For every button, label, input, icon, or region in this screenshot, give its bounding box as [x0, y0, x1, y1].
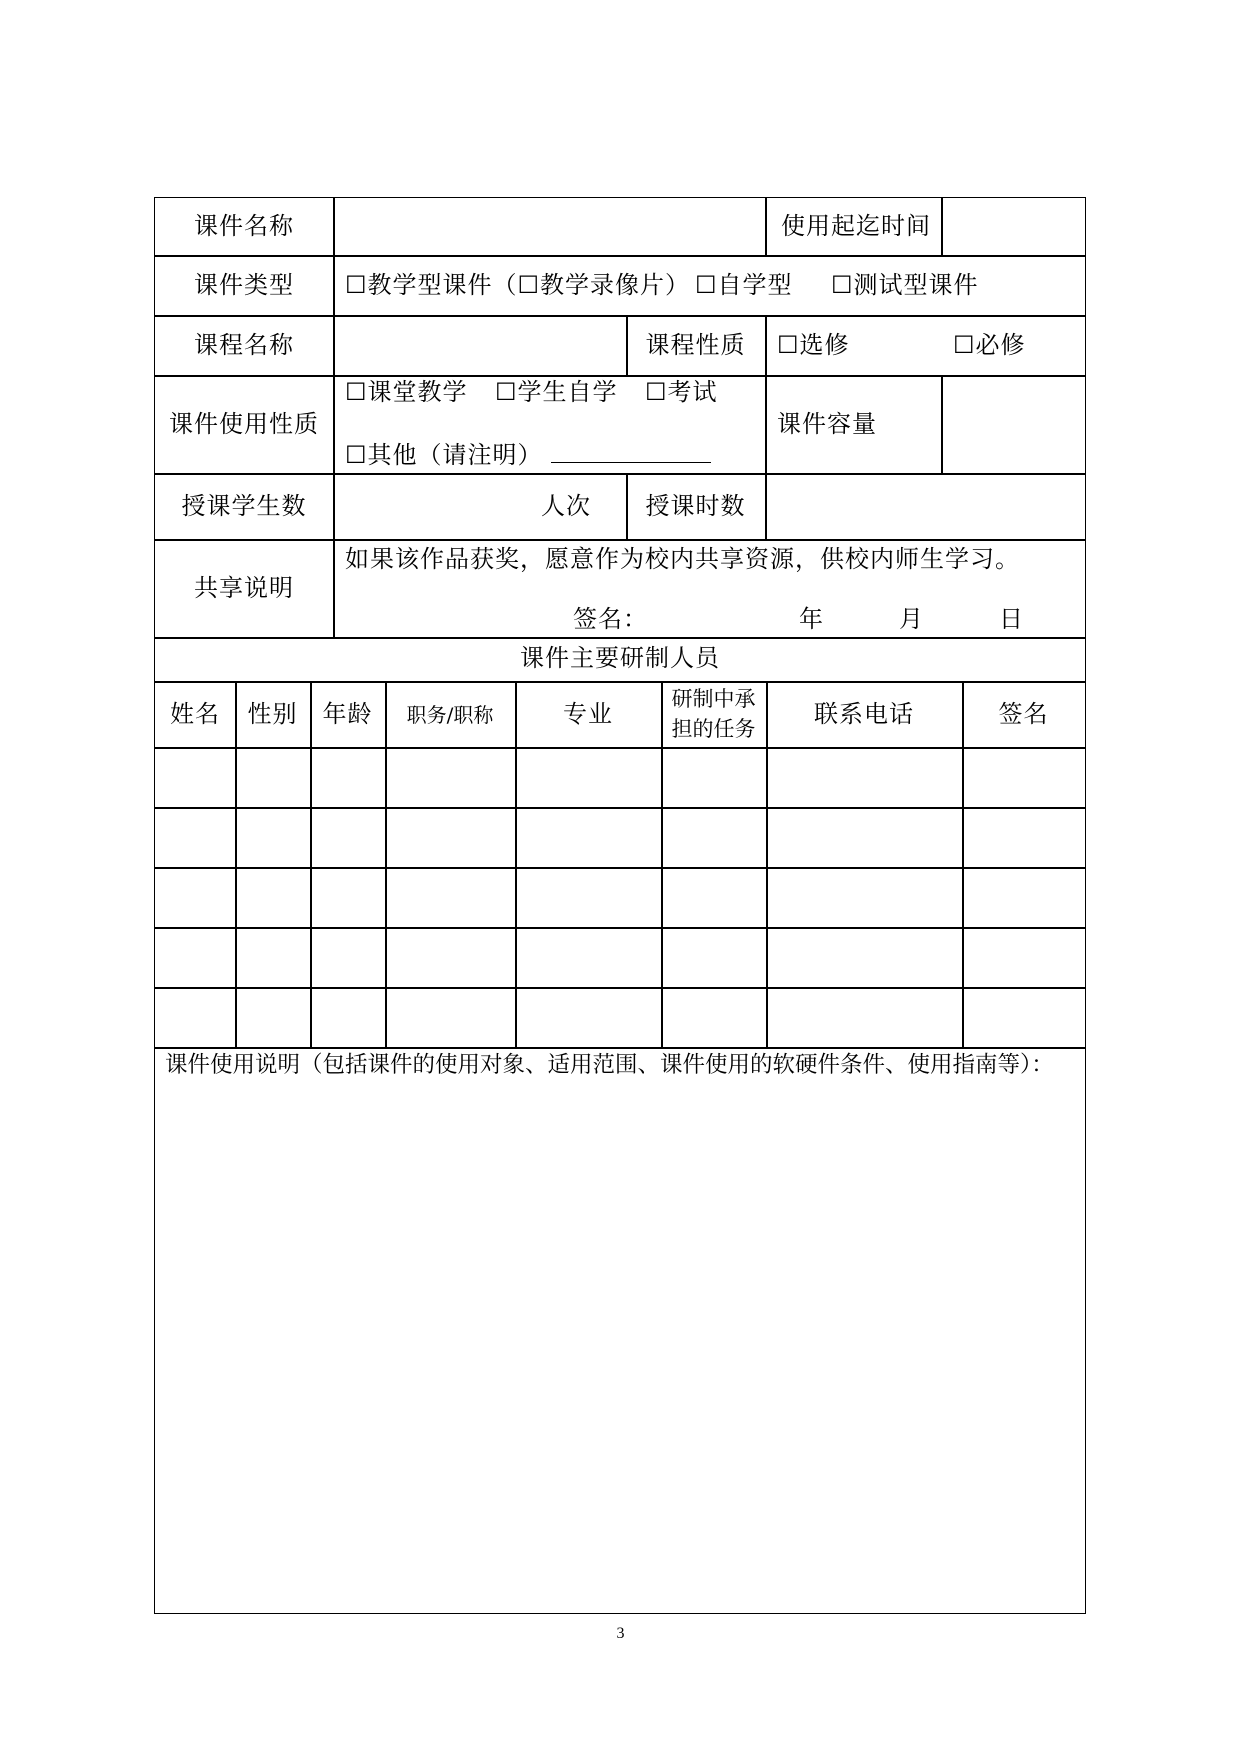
day-label: 日	[999, 605, 1024, 633]
header-role-line1: 研制中承	[671, 687, 756, 711]
col-divider	[766, 681, 768, 1047]
col-divider	[941, 375, 943, 473]
students-label: 授课学生数	[181, 492, 307, 520]
header-role-line2: 担的任务	[671, 717, 756, 741]
col-divider	[235, 681, 237, 1047]
row-divider	[155, 807, 1085, 809]
page-number: 3	[616, 1625, 625, 1642]
course-nature-label: 课程性质	[645, 331, 746, 359]
usage-nature-label: 课件使用性质	[169, 410, 319, 438]
header-signature: 签名	[998, 700, 1049, 728]
type-option-teaching[interactable]: ☐教学型课件（☐教学录像片）	[345, 271, 691, 299]
nature-option-elective[interactable]: ☐选修	[777, 331, 850, 359]
course-name-label: 课程名称	[194, 331, 294, 359]
header-phone: 联系电话	[814, 700, 914, 728]
usage-option-exam[interactable]: ☐考试	[645, 378, 718, 406]
type-option-test[interactable]: ☐测试型课件	[831, 271, 979, 299]
row-divider	[155, 987, 1085, 989]
sharing-statement: 如果该作品获奖，愿意作为校内共享资源，供校内师生学习。	[345, 545, 1020, 573]
col-divider	[765, 375, 767, 473]
year-label: 年	[799, 605, 824, 633]
header-major: 专业	[563, 700, 613, 728]
col-divider	[333, 198, 335, 637]
header-name: 姓名	[170, 700, 220, 728]
application-form	[154, 197, 1086, 1614]
courseware-name-label: 课件名称	[194, 212, 294, 240]
usage-period-label: 使用起迄时间	[781, 212, 931, 240]
row-divider	[155, 637, 1085, 639]
row-divider	[155, 255, 1085, 257]
usage-option-classroom[interactable]: ☐课堂教学	[345, 378, 468, 406]
col-divider	[385, 681, 387, 1047]
row-divider	[155, 473, 1085, 475]
other-blank-line	[551, 442, 711, 463]
row-divider	[155, 375, 1085, 377]
sharing-label: 共享说明	[194, 574, 294, 602]
col-divider	[765, 315, 767, 375]
col-divider	[941, 198, 943, 255]
type-option-self-study[interactable]: ☐自学型	[695, 271, 793, 299]
row-divider	[155, 867, 1085, 869]
usage-option-self-study[interactable]: ☐学生自学	[495, 378, 618, 406]
col-divider	[515, 681, 517, 1047]
row-divider	[155, 315, 1085, 317]
row-divider	[155, 681, 1085, 683]
header-gender: 性别	[247, 700, 298, 728]
col-divider	[310, 681, 312, 1047]
usage-instructions-label: 课件使用说明（包括课件的使用对象、适用范围、课件使用的软硬件条件、使用指南等）：	[165, 1052, 1054, 1078]
col-divider	[765, 198, 767, 255]
signature-label: 签名：	[573, 605, 648, 633]
teaching-hours-label: 授课时数	[645, 492, 746, 520]
col-divider	[765, 473, 767, 539]
month-label: 月	[899, 605, 924, 633]
usage-option-other-label: ☐其他（请注明）	[345, 441, 543, 469]
row-divider	[155, 539, 1085, 541]
person-times-unit: 人次	[541, 492, 591, 520]
header-age: 年龄	[322, 700, 373, 728]
usage-option-other[interactable]	[345, 441, 711, 469]
nature-option-required[interactable]: ☐必修	[953, 331, 1026, 359]
row-divider	[155, 927, 1085, 929]
staff-section-title: 课件主要研制人员	[520, 644, 720, 672]
header-position: 职务/职称	[406, 703, 494, 727]
col-divider	[962, 681, 964, 1047]
courseware-type-label: 课件类型	[194, 271, 294, 299]
row-divider	[155, 747, 1085, 749]
capacity-label: 课件容量	[777, 410, 877, 438]
row-divider	[155, 1047, 1085, 1049]
